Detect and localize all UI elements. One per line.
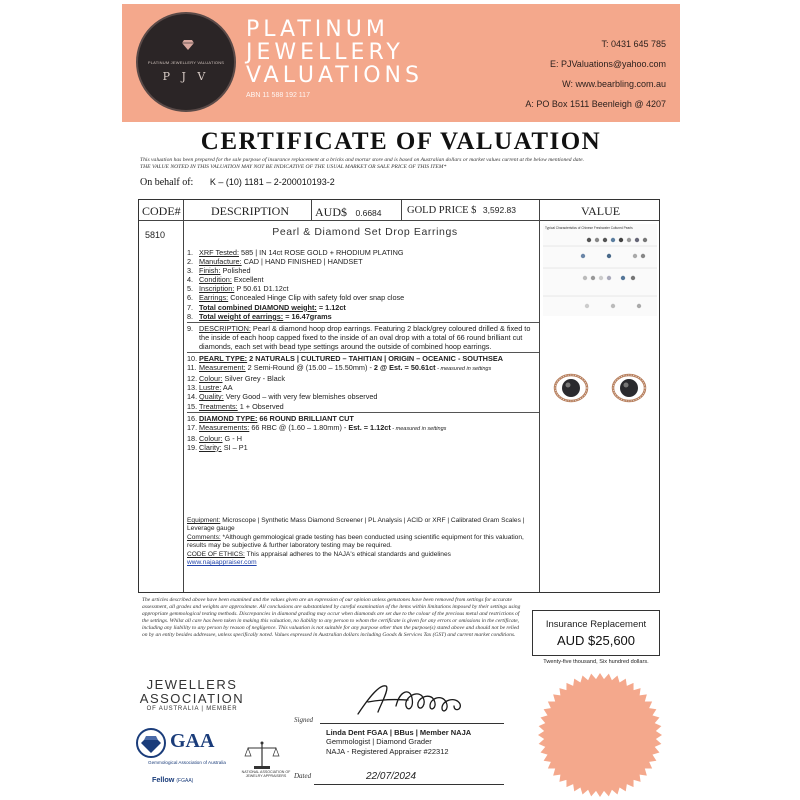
insurance-amount: AUD $25,600	[556, 633, 636, 648]
aud-header	[315, 205, 382, 220]
item-details	[187, 248, 539, 452]
detail-row: 5. Inscription: P 50.61 D1.12ct	[187, 284, 289, 294]
signer-registration: NAJA - Registered Appraiser #22312	[326, 746, 449, 756]
detail-row: 4. Condition: Excellent	[187, 275, 264, 285]
jewellers-association-logo	[136, 678, 248, 712]
detail-row: 7. Total combined DIAMOND weight: = 1.12ct	[187, 302, 346, 312]
code-header: CODE#	[142, 204, 181, 218]
diamond-icon	[182, 40, 194, 50]
intro-text	[140, 157, 680, 171]
pearl-chart-title: Typical Characteristics of Chinese Freshwater Cultured Pearls	[545, 226, 633, 230]
ja-line-3: OF AUSTRALIA | MEMBER	[146, 706, 238, 712]
on-behalf-ref: K – (10) 1181 – 2-200010193-2	[209, 177, 335, 187]
detail-row: 11. Measurement: 2 Semi-Round @ (15.00 – 15.50mm) - 2 @ Est. = 50.61ct - measured in settings	[187, 363, 492, 373]
item-title: Pearl & Diamond Set Drop Earrings	[272, 226, 458, 238]
gaa-subtitle: Gemmological Association of Australia	[148, 760, 226, 765]
gaa-emblem-icon	[134, 728, 168, 758]
valuation-table	[138, 199, 660, 593]
detail-row: 17. Measurements: 66 RBC @ (1.60 – 1.80mm) - Est. = 1.12ct - measured in settings	[187, 422, 447, 432]
value-header: VALUE	[581, 204, 621, 218]
date-line	[314, 784, 504, 785]
detail-row: 9. DESCRIPTION: Pearl & diamond hoop drop earrings. Featuring 2 black/grey coloured drilled & fixed to the inside of each hoop capped fixed to the inside of an oval drop with a total of 66 round brilliant cut diamonds, each set with bead type settings around the outside of combined hoop earrings.	[187, 322, 539, 351]
equipment-note: Equipment: Microscope | Synthetic Mass Diamond Screener | PL Analysis | ACID or XRF | Calibrated Gram Scales | Leverage gauge	[187, 517, 525, 533]
abn-number: ABN 11 588 192 117	[246, 92, 310, 99]
dated-label: Dated	[294, 772, 312, 780]
earrings-photo	[543, 368, 657, 408]
brand-line-1: PLATINUM	[246, 17, 389, 42]
pearl-reference-chart	[543, 224, 657, 316]
insurance-amount-words: Twenty-five thousand, Six hundred dollars.	[543, 659, 649, 665]
naja-website-link[interactable]: www.najaappraiser.com	[187, 559, 257, 567]
gaa-logo	[132, 730, 232, 780]
comments-note: Comments: *Although gemmological grade testing has been conducted using scientific equipment for this valuation, results may be subjective & further laboratory testing may be required.	[187, 533, 524, 550]
signed-label: Signed	[294, 716, 314, 724]
detail-row: 2. Manufacture: CAD | HAND FINISHED | HANDSET	[187, 257, 363, 267]
email[interactable]: E: PJValuations@yahoo.com	[549, 59, 666, 69]
detail-row: 14. Quality: Very Good – with very few blemishes observed	[187, 392, 378, 402]
logo-letters: P J V	[162, 70, 210, 83]
ethics-note: CODE OF ETHICS: This appraisal adheres to the NAJA's ethical standards and guidelines	[187, 550, 451, 558]
detail-row: 3. Finish: Polished	[187, 266, 251, 276]
detail-row: 16. DIAMOND TYPE: 66 ROUND BRILLIANT CUT	[187, 412, 539, 423]
certificate-page	[118, 0, 684, 800]
valuation-date: 22/07/2024	[366, 771, 417, 782]
logo-text: PLATINUM JEWELLERY VALUATIONS	[147, 60, 225, 65]
detail-row: 18. Colour: G - H	[187, 433, 242, 443]
website[interactable]: W: www.bearbling.com.au	[562, 79, 666, 89]
brand-line-2: JEWELLERY	[246, 40, 404, 65]
phone: T: 0431 645 785	[601, 39, 666, 49]
address: A: PO Box 1511 Beenleigh @ 4207	[525, 99, 666, 109]
ja-line-1: JEWELLERS	[146, 677, 238, 692]
detail-row: 1. XRF Tested: 585 | IN 14ct ROSE GOLD + RHODIUM PLATING	[187, 248, 404, 257]
gaa-text: GAA	[170, 730, 215, 752]
detail-row: 10. PEARL TYPE: 2 NATURALS | CULTURED – TAHITIAN | ORIGIN – OCEANIC - SOUTHSEA	[187, 352, 539, 363]
ja-line-2: ASSOCIATION	[139, 691, 245, 706]
naja-text: NATIONAL ASSOCIATION OF JEWELRY APPRAISERS	[241, 770, 291, 778]
detail-row: 19. Clarity: SI – P1	[187, 442, 248, 452]
intro-line-1: This valuation has been prepared for the sale purpose of insurance replacement at a bricks and mortar store and is based on Australian dollars or market values current at the below mentioned date.	[140, 157, 584, 163]
signer-name: Linda Dent FGAA | BBus | Member NAJA	[326, 728, 472, 737]
signer-details	[326, 728, 471, 756]
detail-row: 13. Lustre: AA	[187, 383, 233, 393]
gold-price-header	[407, 205, 516, 216]
testing-notes	[187, 517, 539, 567]
signature	[350, 676, 480, 722]
brand-line-3: VALUATIONS	[246, 63, 423, 88]
embossed-seal	[536, 671, 664, 799]
signer-role: Gemmologist | Diamond Grader	[326, 737, 432, 747]
fellow-label: Fellow (FGAA)	[152, 775, 194, 784]
insurance-box	[532, 610, 660, 656]
signature-line	[320, 723, 504, 724]
description-header: DESCRIPTION	[211, 204, 290, 218]
contact-details	[525, 34, 666, 114]
intro-line-2: THE VALUE NOTED IN THIS VALUATION MAY NOT BE INDICATIVE OF THE USUAL MARKET OR SALE PRICE OF THIS ITEM*	[140, 164, 447, 170]
insurance-label: Insurance Replacement	[545, 619, 647, 630]
on-behalf-of	[140, 177, 335, 188]
detail-row: 8. Total weight of earrings: = 16.47grams	[187, 311, 332, 321]
disclaimer-text: The articles described above have been examined and the values given are an expression of our opinion unless gemstones have been removed from settings for accurate assessment, all grades and weights are approximate. All conclusions are substantiated by careful examination of the items within limitations imposed by their settings using appropriate gemmological testing methods. Discrepancies in diamond grading may occur when diamonds are set due to the colour of the precious metal and restrictions of the settings. Whilst all care has been taken in making this valuation, no liability to any person to whom the certificate is given for any errors or omissions in the certificate, including any liability to any person by reason of negligence. This valuation is not suitable for any purpose other than the purpose(s) stated above and should not be relied on by an entity besides addressee, unless specifically noted. Values expressed in Australian dollars including Goods & Services Tax (GST) and current market conditions.	[142, 597, 521, 638]
certificate-title: CERTIFICATE OF VALUATION	[200, 128, 602, 155]
aud-value: 0.6684	[355, 208, 382, 218]
gold-price-value: 3,592.83	[482, 205, 517, 215]
on-behalf-label: On behalf of:	[140, 177, 194, 188]
gold-price-label: GOLD PRICE $	[407, 205, 477, 216]
item-code: 5810	[145, 230, 166, 240]
header-banner	[122, 4, 680, 122]
detail-row: 15. Treatments: 1 + Observed	[187, 401, 284, 411]
naja-scales-icon	[242, 738, 282, 788]
brand-name	[246, 18, 423, 87]
detail-row: 6. Earrings: Concealed Hinge Clip with safety fold over snap close	[187, 293, 405, 303]
company-logo	[136, 12, 236, 112]
aud-label: AUD$	[315, 205, 347, 219]
detail-row: 12. Colour: Silver Grey - Black	[187, 374, 285, 384]
